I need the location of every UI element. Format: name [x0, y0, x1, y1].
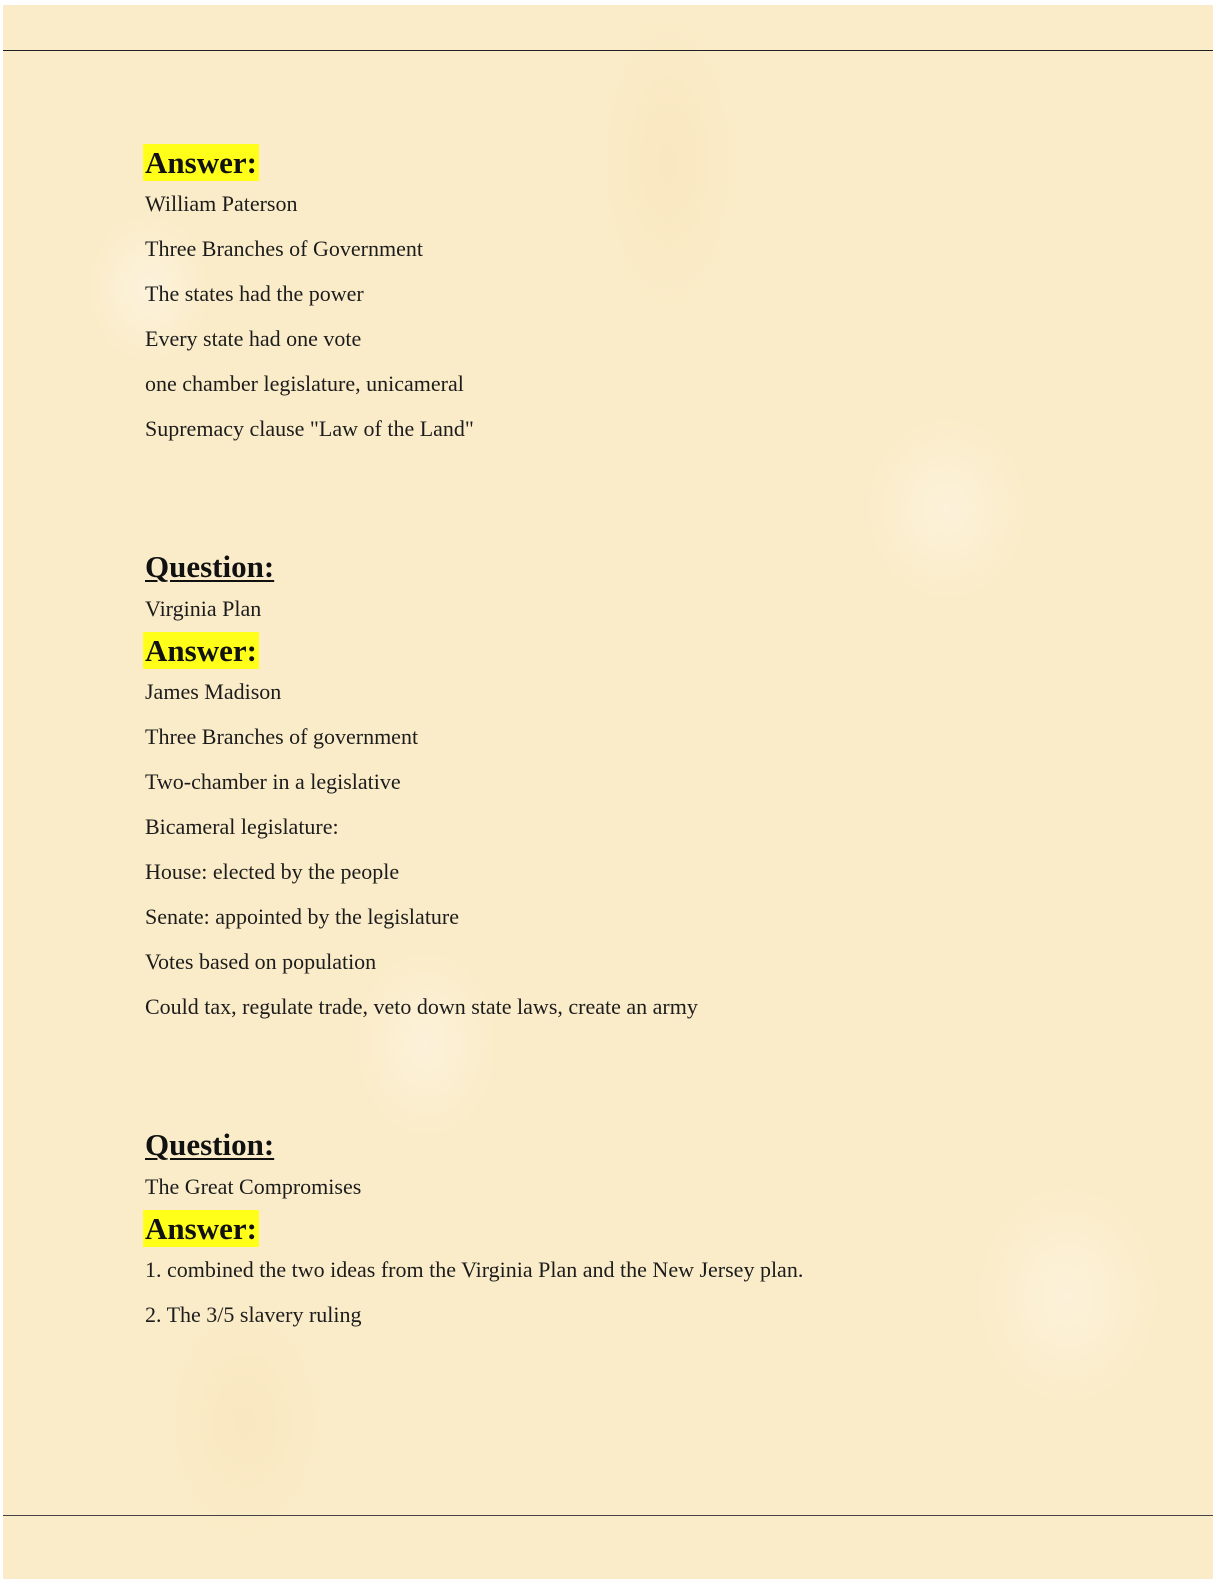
answer-line: James Madison: [145, 679, 282, 704]
answer-line: Could tax, regulate trade, veto down state laws, create an army: [145, 994, 698, 1019]
answer-line: Every state had one vote: [145, 326, 362, 351]
answer-label: Answer:: [145, 633, 257, 668]
answer-line: 1. combined the two ideas from the Virginia Plan and the New Jersey plan.: [145, 1257, 804, 1282]
answer-label-row: [145, 632, 1145, 672]
answer-line: Votes based on population: [145, 949, 377, 974]
question-block-virginia-plan: [145, 549, 1145, 1019]
document-content: [145, 144, 1145, 1327]
answer-line: Three Branches of Government: [145, 236, 423, 261]
answer-line: William Paterson: [145, 191, 298, 216]
answer-line: Supremacy clause "Law of the Land": [145, 416, 474, 441]
answer-line: The states had the power: [145, 281, 364, 306]
question-label: Question:: [145, 549, 275, 584]
answer-block-new-jersey-plan: [145, 144, 1145, 441]
header-rule: [3, 50, 1213, 51]
answer-line: 2. The 3/5 slavery ruling: [145, 1302, 362, 1327]
answer-line: Three Branches of government: [145, 724, 419, 749]
answer-line: Bicameral legislature:: [145, 814, 339, 839]
question-text: The Great Compromises: [145, 1174, 362, 1199]
question-text: Virginia Plan: [145, 596, 262, 621]
question-block-great-compromises: [145, 1127, 1145, 1327]
answer-label: Answer:: [145, 145, 257, 180]
answer-line: one chamber legislature, unicameral: [145, 371, 464, 396]
answer-label: Answer:: [145, 1211, 257, 1246]
answer-line: House: elected by the people: [145, 859, 400, 884]
question-label: Question:: [145, 1127, 275, 1162]
answer-line: Senate: appointed by the legislature: [145, 904, 460, 929]
footer-rule: [3, 1515, 1213, 1516]
question-label-row: [145, 1127, 1145, 1167]
answer-label-row: [145, 144, 1145, 184]
document-page: [3, 5, 1213, 1579]
question-label-row: [145, 549, 1145, 589]
answer-line: Two-chamber in a legislative: [145, 769, 401, 794]
answer-label-row: [145, 1210, 1145, 1250]
